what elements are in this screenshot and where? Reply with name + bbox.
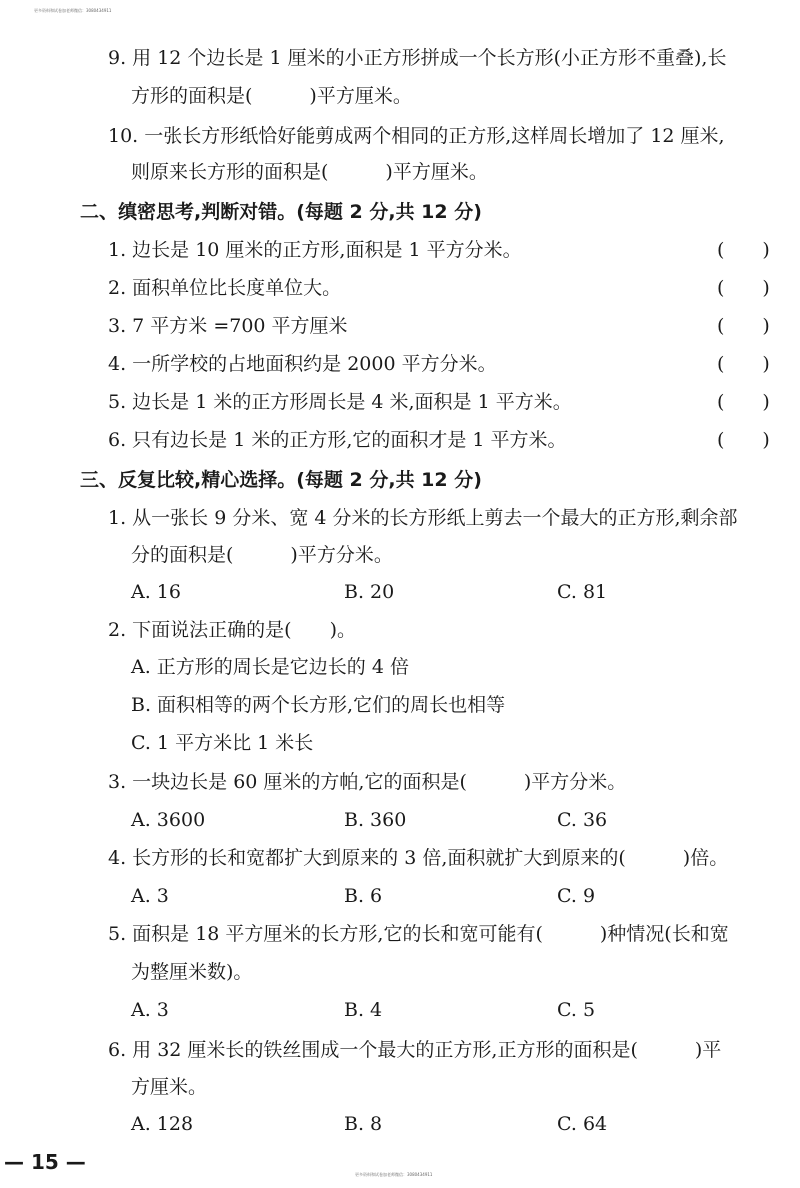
choice-q1-line1: 1. 从一张长 9 分米、宽 4 分米的长方形纸上剪去一个最大的正方形,剩余部 bbox=[108, 507, 738, 529]
judge-answer-5[interactable]: ( ) bbox=[717, 391, 770, 413]
judge-answer-4[interactable]: ( ) bbox=[717, 353, 770, 375]
judge-item-5: 5. 边长是 1 米的正方形周长是 4 米,面积是 1 平方米。 bbox=[108, 391, 572, 413]
page-number: — 15 — bbox=[4, 1150, 86, 1174]
choice-q2-option-b[interactable]: B. 面积相等的两个长方形,它们的周长也相等 bbox=[131, 694, 506, 716]
choice-q3-option-a[interactable]: A. 3600 bbox=[131, 809, 206, 831]
bottom-watermark: 更多资料和试卷加老师微信：3080434911 bbox=[355, 1172, 433, 1177]
top-watermark: 更多资料和试卷加老师微信：3080434911 bbox=[34, 8, 112, 13]
judge-answer-3[interactable]: ( ) bbox=[717, 315, 770, 337]
choice-q5-option-b[interactable]: B. 4 bbox=[344, 999, 383, 1021]
choice-q1-option-a[interactable]: A. 16 bbox=[131, 581, 181, 603]
q10-line1: 10. 一张长方形纸恰好能剪成两个相同的正方形,这样周长增加了 12 厘米, bbox=[108, 125, 725, 147]
choice-q6-option-c[interactable]: C. 64 bbox=[557, 1113, 608, 1135]
choice-q4-option-c[interactable]: C. 9 bbox=[557, 885, 596, 907]
choice-q1-option-b[interactable]: B. 20 bbox=[344, 581, 395, 603]
section2-heading: 二、缜密思考,判断对错。(每题 2 分,共 12 分) bbox=[80, 201, 482, 223]
section3-heading: 三、反复比较,精心选择。(每题 2 分,共 12 分) bbox=[80, 469, 482, 491]
q9-line1: 9. 用 12 个边长是 1 厘米的小正方形拼成一个长方形(小正方形不重叠),长 bbox=[108, 47, 727, 69]
choice-q3-option-b[interactable]: B. 360 bbox=[344, 809, 407, 831]
judge-item-1: 1. 边长是 10 厘米的正方形,面积是 1 平方分米。 bbox=[108, 239, 522, 261]
choice-q1-option-c[interactable]: C. 81 bbox=[557, 581, 608, 603]
choice-q5-line1: 5. 面积是 18 平方厘米的长方形,它的长和宽可能有( )种情况(长和宽 bbox=[108, 923, 729, 945]
choice-q5-option-c[interactable]: C. 5 bbox=[557, 999, 596, 1021]
judge-item-6: 6. 只有边长是 1 米的正方形,它的面积才是 1 平方米。 bbox=[108, 429, 567, 451]
choice-q4-stem: 4. 长方形的长和宽都扩大到原来的 3 倍,面积就扩大到原来的( )倍。 bbox=[108, 847, 729, 869]
choice-q6-line1: 6. 用 32 厘米长的铁丝围成一个最大的正方形,正方形的面积是( )平 bbox=[108, 1039, 722, 1061]
choice-q6-option-b[interactable]: B. 8 bbox=[344, 1113, 383, 1135]
choice-q4-option-b[interactable]: B. 6 bbox=[344, 885, 383, 907]
judge-answer-2[interactable]: ( ) bbox=[717, 277, 770, 299]
choice-q1-line2: 分的面积是( )平方分米。 bbox=[131, 544, 393, 566]
choice-q2-option-c[interactable]: C. 1 平方米比 1 米长 bbox=[131, 732, 314, 754]
choice-q2-stem: 2. 下面说法正确的是( )。 bbox=[108, 619, 356, 641]
choice-q3-option-c[interactable]: C. 36 bbox=[557, 809, 608, 831]
choice-q5-option-a[interactable]: A. 3 bbox=[131, 999, 169, 1021]
choice-q6-option-a[interactable]: A. 128 bbox=[131, 1113, 194, 1135]
judge-answer-6[interactable]: ( ) bbox=[717, 429, 770, 451]
choice-q5-line2: 为整厘米数)。 bbox=[131, 961, 253, 983]
choice-q4-option-a[interactable]: A. 3 bbox=[131, 885, 169, 907]
q10-line2: 则原来长方形的面积是( )平方厘米。 bbox=[131, 161, 488, 183]
choice-q2-option-a[interactable]: A. 正方形的周长是它边长的 4 倍 bbox=[131, 656, 409, 678]
judge-item-4: 4. 一所学校的占地面积约是 2000 平方分米。 bbox=[108, 353, 497, 375]
choice-q6-line2: 方厘米。 bbox=[131, 1076, 208, 1098]
choice-q3-stem: 3. 一块边长是 60 厘米的方帕,它的面积是( )平方分米。 bbox=[108, 771, 627, 793]
q9-line2: 方形的面积是( )平方厘米。 bbox=[131, 85, 412, 107]
judge-item-2: 2. 面积单位比长度单位大。 bbox=[108, 277, 342, 299]
judge-answer-1[interactable]: ( ) bbox=[717, 239, 770, 261]
judge-item-3: 3. 7 平方米 =700 平方厘米 bbox=[108, 315, 348, 337]
